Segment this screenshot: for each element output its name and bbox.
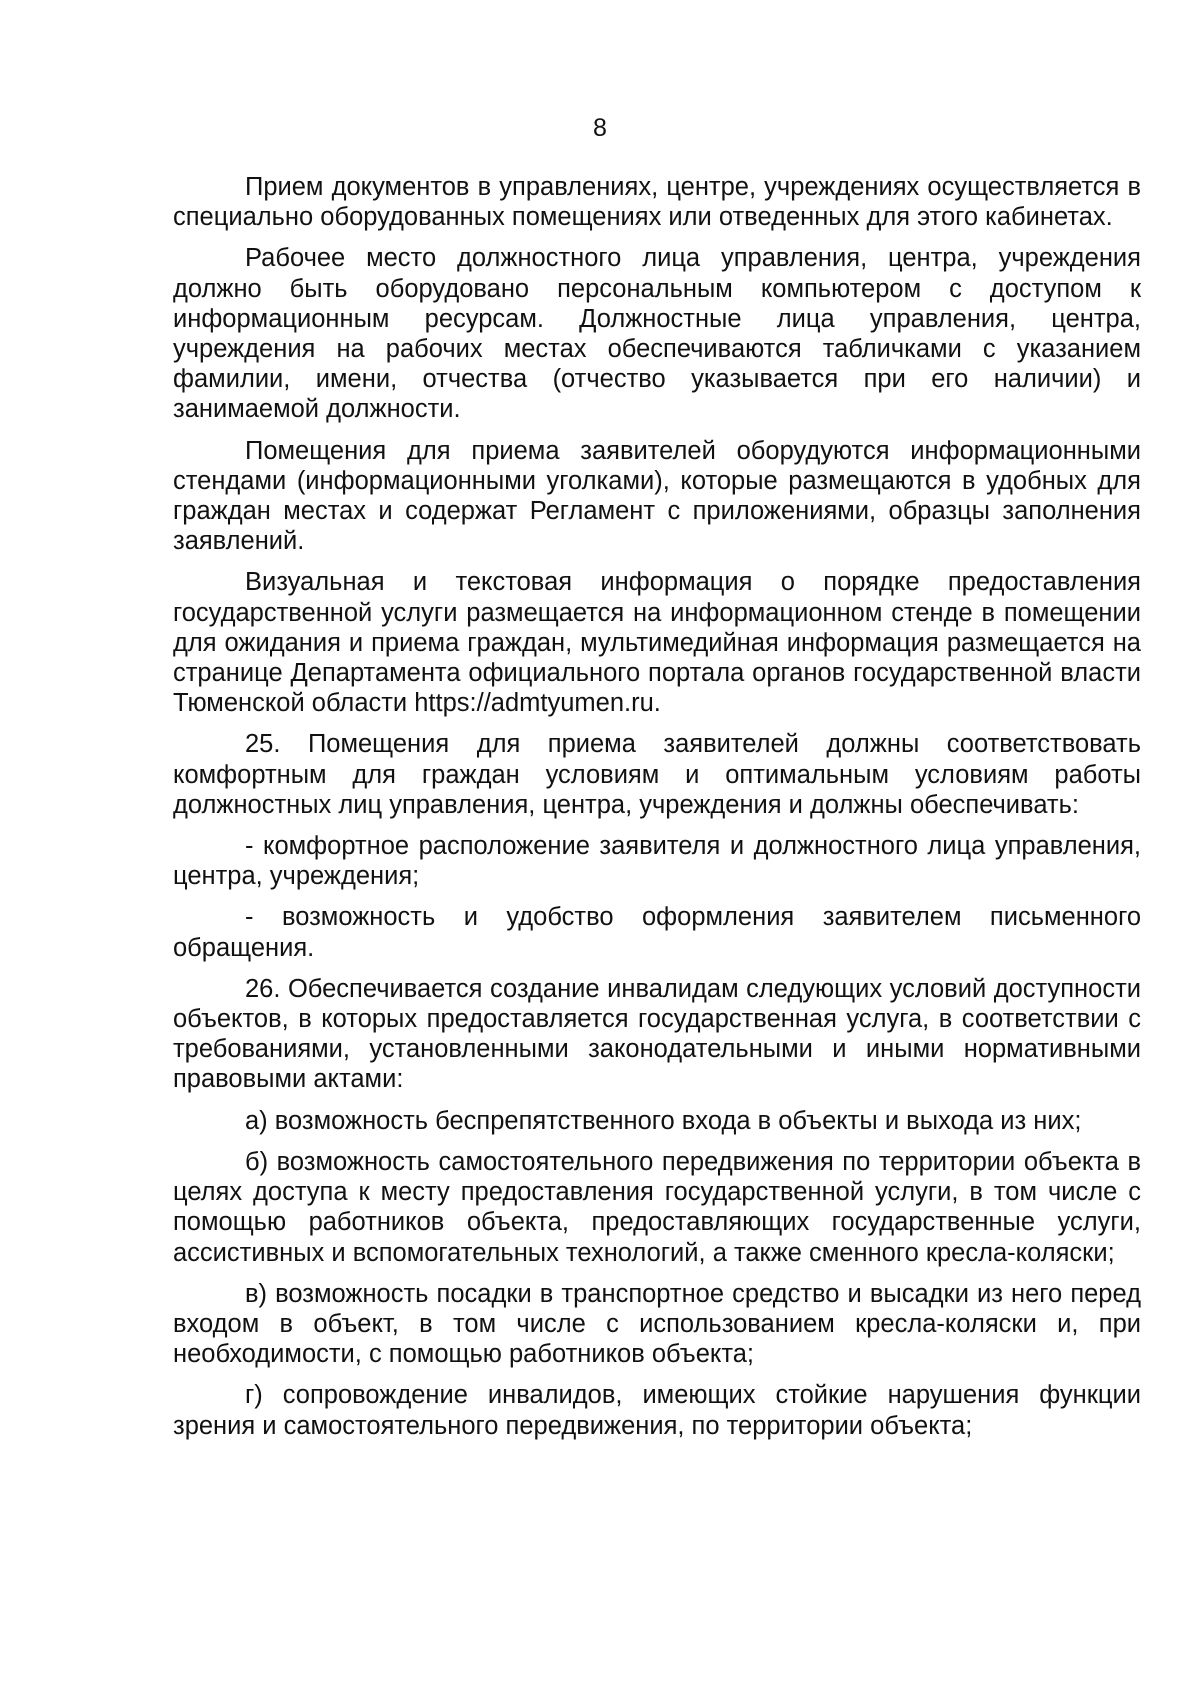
paragraph-item-26: 26. Обеспечивается создание инвалидам следующих условий доступности объектов, в которых предоставляется государственная услуга, в соответствии с требованиями, установленными законодательными и иными нормативными правовыми актами: (173, 974, 1141, 1094)
list-item-g: г) сопровождение инвалидов, имеющих стойкие нарушения функции зрения и самостоятельного передвижения, по территории объекта; (173, 1381, 1141, 1440)
paragraph-document-reception: Прием документов в управлениях, центре, учреждениях осуществляется в специально оборудованных помещениях или отведенных для этого кабинетах. (173, 173, 1141, 232)
list-item-b: б) возможность самостоятельного передвижения по территории объекта в целях доступа к месту предоставления государственной услуги, в том числе с помощью работников объекта, предоставляющих государственные услуги, ассистивных и вспомогательных технологий, а также сменного кресла-коляски; (173, 1147, 1141, 1267)
list-item-v: в) возможность посадки в транспортное средство и высадки из него перед входом в объект, в том числе с использованием кресла-коляски и, при необходимости, с помощью работников объекта; (173, 1279, 1141, 1369)
paragraph-item-25: 25. Помещения для приема заявителей должны соответствовать комфортным для граждан условиям и оптимальным условиям работы должностных лиц управления, центра, учреждения и должны обеспечивать: (173, 730, 1141, 819)
document-body (173, 172, 1141, 1452)
page-number: 8 (593, 114, 607, 142)
paragraph-workplace: Рабочее место должностного лица управления, центра, учреждения должно быть оборудовано персональным компьютером с доступом к информационным ресурсам. Должностные лица управления, центра, учреждения на рабочих местах обеспечиваются табличками с указанием фамилии, имени, отчества (отчество указывается при его наличии) и занимаемой должности. (173, 244, 1141, 424)
paragraph-visual-information: Визуальная и текстовая информация о порядке предоставления государственной услуги размещается на информационном стенде в помещении для ожидания и приема граждан, мультимедийная информация размещается на странице Департамента официального портала органов государственной власти Тюменской области https://admtyumen.ru. (173, 568, 1141, 718)
list-item-a: а) возможность беспрепятственного входа в объекты и выхода из них; (245, 1106, 1082, 1135)
list-item-written-appeal: - возможность и удобство оформления заявителем письменного обращения. (173, 903, 1141, 962)
list-item-comfortable-location: - комфортное расположение заявителя и должностного лица управления, центра, учреждения; (173, 832, 1141, 891)
paragraph-information-stands: Помещения для приема заявителей оборудуются информационными стендами (информационными уголками), которые размещаются в удобных для граждан местах и содержат Регламент с приложениями, образцы заполнения заявлений. (173, 436, 1141, 556)
